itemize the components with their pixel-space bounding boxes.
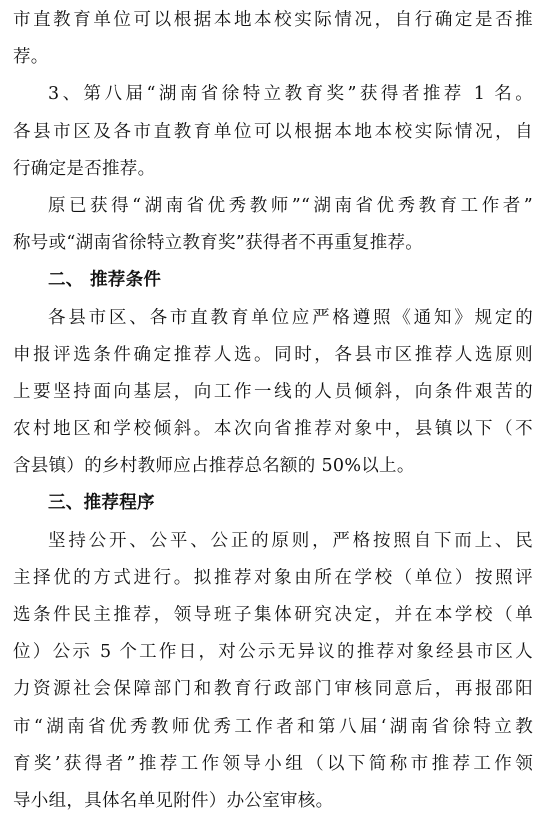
section-heading-procedure: 三、推荐程序 bbox=[48, 493, 155, 514]
text-line: 选条件民主推荐，领导班子集体研究决定，并在本学校（单 bbox=[13, 605, 533, 625]
paragraph-procedure bbox=[13, 523, 533, 821]
document-page bbox=[13, 0, 533, 820]
text-line: 农村地区和学校倾斜。本次向省推荐对象中，县镇以下（不 bbox=[13, 419, 533, 440]
text-line: 市直教育单位可以根据本地本校实际情况，自行确定是否推 bbox=[13, 10, 533, 30]
text-line: 3、第八届“湖南省徐特立教育奖”获得者推荐 1 名。 bbox=[48, 84, 533, 105]
text-line: 导小组，具体名单见附件）办公室审核。 bbox=[13, 790, 334, 811]
text-line: 主择优的方式进行。拟推荐对象由所在学校（单位）按照评 bbox=[13, 567, 533, 588]
text-line: 位）公示 5 个工作日，对公示无异议的推荐对象经县市区人 bbox=[13, 642, 533, 663]
paragraph-no-repeat bbox=[13, 188, 533, 262]
paragraph-conditions bbox=[13, 300, 533, 486]
text-line: 上要坚持面向基层，向工作一线的人员倾斜，向条件艰苦的 bbox=[13, 381, 533, 402]
text-line: 荐。 bbox=[13, 47, 49, 68]
section-heading-conditions: 二、 推荐条件 bbox=[48, 270, 162, 291]
text-line: 申报评选条件确定推荐人选。同时，各县市区推荐人选原则 bbox=[13, 344, 533, 365]
paragraph-intro bbox=[13, 2, 533, 76]
text-line: 原已获得“湖南省优秀教师”“湖南省优秀教育工作者” bbox=[48, 195, 533, 216]
text-line: 坚持公开、公平、公正的原则，严格按照自下而上、民 bbox=[48, 530, 533, 551]
text-line: 称号或“湖南省徐特立教育奖”获得者不再重复推荐。 bbox=[13, 233, 424, 254]
paragraph-item-3 bbox=[13, 76, 533, 188]
text-line: 各县市区、各市直教育单位应严格遵照《通知》规定的 bbox=[48, 307, 533, 328]
text-line: 市“湖南省优秀教师优秀工作者和第八届‘湖南省徐特立教 bbox=[13, 716, 533, 737]
text-line: 育奖’获得者”推荐工作领导小组（以下简称市推荐工作领 bbox=[13, 753, 533, 774]
text-line: 含县镇）的乡村教师应占推荐总名额的 50%以上。 bbox=[13, 456, 415, 477]
text-line: 行确定是否推荐。 bbox=[13, 158, 156, 179]
text-line: 力资源社会保障部门和教育行政部门审核同意后，再报邵阳 bbox=[13, 679, 533, 700]
text-line: 各县市区及各市直教育单位可以根据本地本校实际情况，自 bbox=[13, 121, 533, 142]
